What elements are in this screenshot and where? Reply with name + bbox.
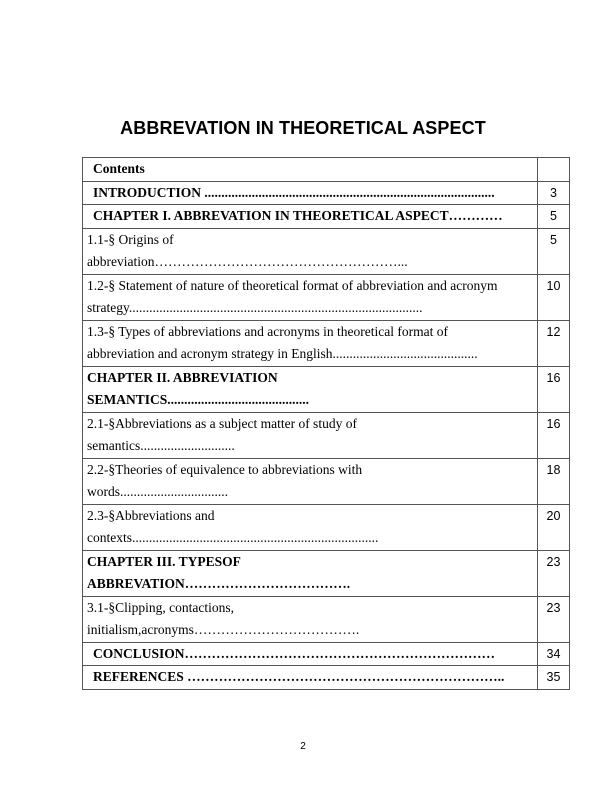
toc-page-number: 10 bbox=[546, 278, 561, 293]
toc-header-page-cell bbox=[538, 158, 570, 182]
toc-row-1-3 bbox=[83, 320, 570, 366]
toc-entry-line: initialism,acronyms………………………………. bbox=[87, 622, 360, 637]
toc-header-cell bbox=[83, 158, 538, 182]
toc-entry-line: CHAPTER III. TYPESOF bbox=[87, 553, 241, 569]
toc-row-3-1 bbox=[83, 596, 570, 642]
toc-entry-line: ABBREVATION………………………………. bbox=[87, 576, 351, 591]
toc-entry-line: CHAPTER II. ABBREVIATION bbox=[87, 369, 278, 385]
toc-page-number: 5 bbox=[550, 232, 557, 247]
toc-page-number: 3 bbox=[550, 185, 557, 200]
toc-entry-line: REFERENCES …………………………………………………………….. bbox=[93, 669, 505, 684]
toc-entry-line: 2.2-§Theories of equivalence to abbreviations with bbox=[87, 461, 363, 477]
toc-page-number: 23 bbox=[546, 600, 561, 615]
toc-page-number: 16 bbox=[546, 416, 561, 431]
toc-page-number: 18 bbox=[546, 462, 561, 477]
toc-page-number: 12 bbox=[546, 324, 561, 339]
toc-entry-line: CHAPTER I. ABBREVATION IN THEORETICAL ASPECT………… bbox=[93, 208, 503, 223]
toc-page-number: 23 bbox=[546, 554, 561, 569]
toc-entry-line: SEMANTICS.......................................... bbox=[87, 392, 310, 407]
toc-entry-line: 2.3-§Abbreviations and bbox=[87, 507, 215, 523]
toc-entry-line: strategy....................................................................................... bbox=[87, 300, 423, 315]
toc-entry-line: abbreviation………………………………………………... bbox=[87, 254, 408, 269]
toc-entry-line: semantics............................ bbox=[87, 438, 235, 453]
toc-entry-line: 3.1-§Clipping, contactions, bbox=[87, 599, 234, 615]
page-number: 2 bbox=[300, 741, 306, 752]
toc-entry-line: contexts......................................................................... bbox=[87, 530, 379, 545]
toc-row-1-1 bbox=[83, 228, 570, 274]
toc-page-number: 5 bbox=[550, 209, 557, 223]
toc-page-number: 16 bbox=[546, 370, 561, 385]
toc-row-2-1 bbox=[83, 412, 570, 458]
table-of-contents bbox=[82, 157, 570, 690]
toc-row-2-2 bbox=[83, 458, 570, 504]
toc-row-introduction bbox=[83, 181, 570, 205]
toc-row-chapter-2 bbox=[83, 366, 570, 412]
toc-entry-line: 1.3-§ Types of abbreviations and acronyms in theoretical format of bbox=[87, 323, 448, 339]
toc-row-conclusion bbox=[83, 642, 570, 666]
toc-entry-line: INTRODUCTION ...................................................................................... bbox=[93, 184, 495, 200]
toc-row-2-3 bbox=[83, 504, 570, 550]
toc-page-number: 20 bbox=[546, 508, 561, 523]
toc-entry-line: 1.1-§ Origins of bbox=[87, 231, 174, 247]
toc-entry-line: words................................ bbox=[87, 484, 228, 499]
toc-row-1-2 bbox=[83, 274, 570, 320]
toc-page-number: 34 bbox=[546, 646, 561, 661]
toc-row-chapter-3 bbox=[83, 550, 570, 596]
toc-entry-line: 1.2-§ Statement of nature of theoretical format of abbreviation and acronym bbox=[87, 277, 498, 293]
toc-entry-line: abbreviation and acronym strategy in English........................................... bbox=[87, 346, 478, 361]
toc-row-references bbox=[83, 666, 570, 690]
page-title: ABBREVATION IN THEORETICAL ASPECT bbox=[120, 118, 486, 138]
toc-entry-line: 2.1-§Abbreviations as a subject matter of study of bbox=[87, 415, 357, 431]
toc-page-number: 35 bbox=[546, 670, 561, 684]
toc-entry-line: CONCLUSION…………………………………………………………… bbox=[93, 645, 496, 661]
toc-header-row bbox=[83, 158, 570, 182]
toc-row-chapter-1 bbox=[83, 205, 570, 229]
toc-header-label: Contents bbox=[93, 161, 145, 176]
